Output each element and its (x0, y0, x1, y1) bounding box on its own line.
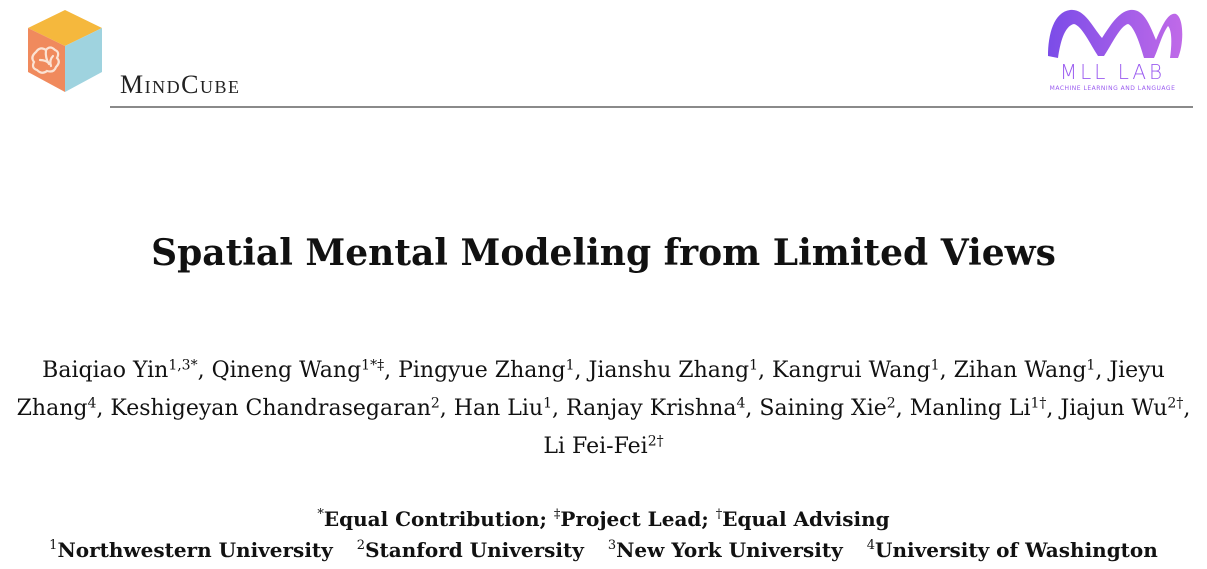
paper-title: Spatial Mental Modeling from Limited Views (151, 232, 1056, 274)
author-name: Manling Li (909, 396, 1031, 421)
note-text: Equal Contribution; (323, 507, 547, 531)
mindcube-brain-cube-icon (26, 8, 104, 94)
affiliation-name: New York University (616, 538, 843, 562)
author (759, 396, 895, 421)
affiliation (608, 538, 843, 562)
contribution-notes (0, 504, 1207, 535)
author (566, 396, 745, 421)
author (454, 396, 552, 421)
mindcube-wordmark: MindCube (120, 70, 241, 99)
author-affiliation-mark: 2 (430, 395, 440, 412)
affiliation-name: Stanford University (365, 538, 584, 562)
author-affiliation-mark: 1*‡ (361, 357, 385, 374)
author-affiliation-mark: 2† (1167, 395, 1184, 412)
note-mark: * (317, 507, 324, 523)
author-affiliation-mark: 4 (87, 395, 97, 412)
author-affiliation-mark: 1† (1030, 395, 1047, 412)
affiliation (357, 538, 584, 562)
affiliation-name: University of Washington (875, 538, 1158, 562)
author-affiliation-mark: 1 (749, 357, 759, 374)
author (110, 396, 439, 421)
note-mark: ‡ (553, 507, 561, 523)
author-affiliation-mark: 4 (736, 395, 746, 412)
affiliation-number: 2 (356, 538, 366, 554)
author (42, 358, 197, 383)
author (589, 358, 759, 383)
note-text: Equal Advising (722, 507, 890, 531)
author (954, 358, 1096, 383)
affiliation-number: 1 (49, 538, 58, 554)
author-affiliation-mark: 1 (543, 395, 552, 412)
author-name: Jiajun Wu (1060, 396, 1168, 421)
note-mark: † (715, 507, 723, 523)
mll-lab-subtitle: MACHINE LEARNING AND LANGUAGE (1049, 85, 1176, 92)
author-name: Kangrui Wang (772, 358, 931, 383)
author (212, 358, 385, 383)
author-affiliation-mark: 2 (886, 395, 896, 412)
author-name: Jieyu Zhang (16, 358, 1165, 421)
author (772, 358, 940, 383)
author-affiliation-mark: 1 (930, 357, 940, 374)
author-name: Han Liu (453, 396, 544, 421)
author-name: Pingyue Zhang (398, 358, 566, 383)
page-header (0, 0, 1207, 110)
affiliation-name: Northwestern University (57, 538, 333, 562)
affiliations (0, 535, 1207, 566)
author-affiliation-mark: 1 (1086, 357, 1096, 374)
author-affiliation-mark: 2† (647, 433, 664, 450)
mll-lab-title: MLL LAB (1059, 60, 1166, 84)
note-text: Project Lead; (560, 507, 709, 531)
author-affiliation-mark: 1 (565, 357, 575, 374)
author-name: Baiqiao Yin (42, 358, 169, 383)
notes-block (0, 504, 1207, 566)
affiliation (867, 538, 1158, 562)
author-name: Zihan Wang (953, 358, 1087, 383)
author-name: Keshigeyan Chandrasegaran (110, 396, 431, 421)
author (1060, 396, 1183, 421)
author (910, 396, 1047, 421)
author-name: Qineng Wang (211, 358, 362, 383)
affiliation (49, 538, 333, 562)
author-name: Li Fei-Fei (543, 434, 648, 459)
author (543, 434, 663, 459)
affiliation-number: 4 (866, 538, 876, 554)
affiliation-number: 3 (607, 538, 617, 554)
author-list: Baiqiao Yin$^{1,3*}$, Qineng Wang$^{1*\ddagger}$, Pingyue Zhang$^1$, Jianshu Zhang$^1$, Kangrui Wang$^1$, Zihan Wang$^1$, Jieyu Zhang$^4$, Keshigeyan Chandrasegaran$^2$, Han Liu$^1$, Ranjay Krishna$^4$, Saining Xie$^2$, Manling $Li^{1\dagger}$, Jiajun $Wu^{2\dagger}$, Li Fei-Fei$^{2\dagger}$ (16, 357, 1191, 459)
author-name: Saining Xie (759, 396, 887, 421)
header-divider (110, 106, 1193, 108)
author-affiliation-mark: 1,3* (168, 357, 198, 374)
author (398, 358, 574, 383)
author-name: Jianshu Zhang (588, 358, 750, 383)
author-name: Ranjay Krishna (566, 396, 737, 421)
